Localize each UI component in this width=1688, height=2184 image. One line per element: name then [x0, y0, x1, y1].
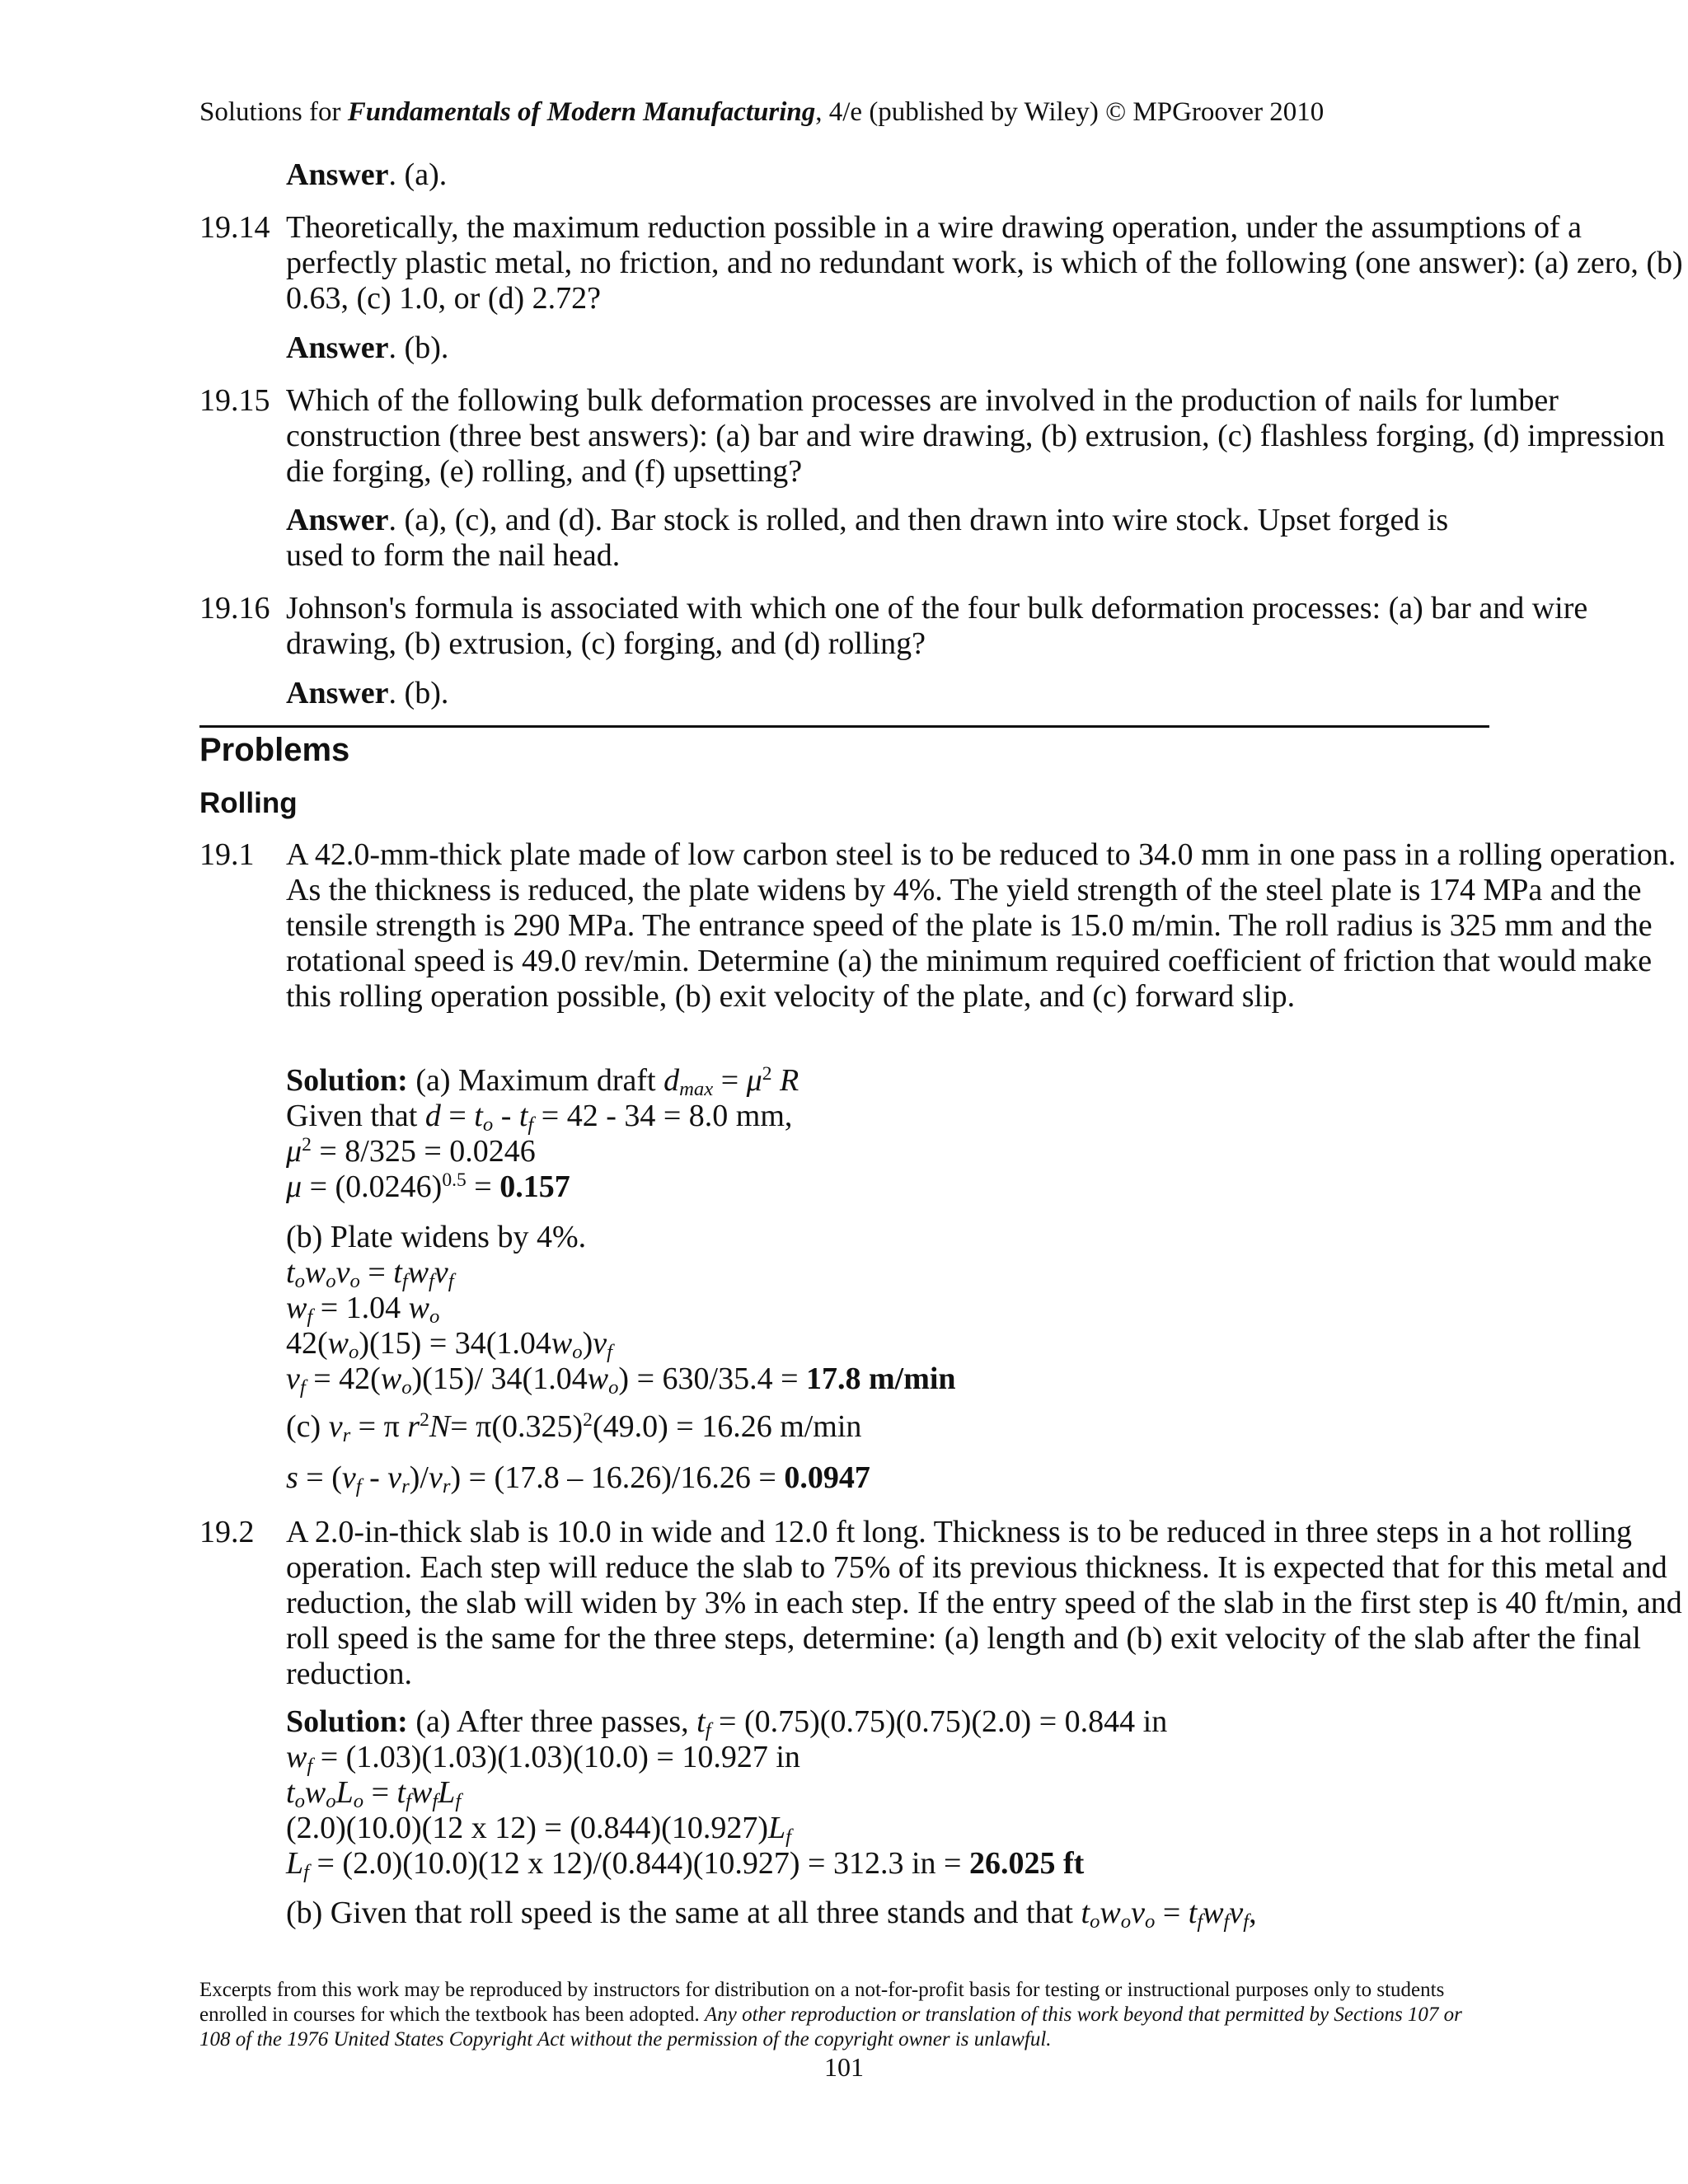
answer-19-14: [286, 330, 1489, 366]
section-divider: [199, 725, 1489, 728]
solution-line: (49.0) = 16.26 m/min: [592, 1409, 862, 1444]
question-number: 19.16: [199, 591, 270, 626]
header-suffix: , 4/e (published by Wiley) © MPGroover 2010: [815, 97, 1325, 127]
solution-line: = 8/325 = 0.0246: [311, 1134, 536, 1169]
answer-text: . (a).: [388, 157, 448, 192]
problem-text: A 42.0-mm-thick plate made of low carbon steel is to be reduced to 34.0 mm in one pass in a rolling operation. As the thickness is reduced, the plate widens by 4%. The yield strength of the steel plate is 174 MPa and the tensile strength is 290 MPa. The entrance speed of the plate is 15.0 m/min. The roll radius is 325 mm and the rotational speed is 49.0 rev/min. Determine (a) the minimum required coefficient of friction that would make this rolling operation possible, (b) exit velocity of the plate, and (c) forward slip.: [286, 837, 1676, 1014]
solution-line: = (1.03)(1.03)(1.03)(10.0) = 10.927 in: [312, 1740, 800, 1774]
problem-number: 19.2: [199, 1515, 255, 1549]
answer-label: Answer: [286, 503, 389, 537]
solution-line: (a) After three passes,: [407, 1704, 697, 1739]
solution-19-1-slip: $s = (v_f - v_r)/v_r) = (17.8 - 16.26)/16.26 = 0.0947$: [286, 1460, 870, 1498]
solution-line: = 42(: [305, 1361, 381, 1396]
solution-line: = (: [298, 1460, 342, 1495]
question-text: Johnson's formula is associated with which one of the four bulk deformation processes: (a) bar and wire drawing, (b) extrusion, (c) forging, and (d) rolling?: [286, 591, 1588, 661]
footer-plain: Excerpts from this work may be reproduced by instructors for distribution on a not-for-profit basis for testing or instructional purposes only to students enrolled in courses for which the textbook has been adopted.: [199, 1979, 1445, 2026]
answer-text: . (b).: [388, 676, 449, 710]
solution-line: =: [466, 1169, 500, 1204]
question-text: Which of the following bulk deformation processes are involved in the production of nails for lumber construction (three best answers): (a) bar and wire drawing, (b) extrusion, (c) flashless forging, (d) impression die forging, (e) rolling, and (f) upsetting?: [286, 383, 1665, 489]
exponent: 0.5: [442, 1169, 467, 1192]
page-header: [199, 97, 1324, 128]
solution-line: ) = (17.8 – 16.26)/16.26 =: [450, 1460, 785, 1495]
solution-19-2-part-b: (b) Given that roll speed is the same at all three stands and that $t_ow_ov_o = t_fw_fv_f$,: [286, 1896, 1257, 1933]
solution-line: (b) Given that roll speed is the same at all three stands and that: [286, 1896, 1081, 1930]
solution-line: )(15) = 34(1.04: [359, 1326, 551, 1361]
book-title: Fundamentals of Modern Manufacturing: [347, 97, 816, 127]
solution-line: = π(0.325): [450, 1409, 584, 1444]
solution-line: (a) Maximum draft: [407, 1063, 664, 1098]
solution-line: = 1.04: [312, 1291, 409, 1325]
solution-label: Solution:: [286, 1704, 408, 1739]
solution-line: = (0.0246): [302, 1169, 443, 1204]
answer-label: Answer: [286, 157, 389, 192]
header-prefix: Solutions for: [199, 97, 348, 127]
solution-19-1-part-a: Solution: (a) Maximum draft $d_{max} = \mu^2$ R Given that $d = t_o - t_f = 42 - 34 = 8.0$ mm, $\mu^2 = 8/325 = 0.0246$ $\mu = (0.0246)^{0.5} = 0.157$: [286, 1063, 799, 1204]
solution-line: = π: [350, 1409, 408, 1444]
solution-line: 42(: [286, 1326, 328, 1361]
solution-line: = 42 - 34 = 8.0 mm,: [533, 1099, 793, 1133]
solution-line: (b) Plate widens by 4%.: [286, 1220, 587, 1254]
result-forward-slip: 0.0947: [784, 1460, 870, 1495]
solution-line: )(15)/ 34(1.04: [411, 1361, 588, 1396]
solution-line: ) = 630/35.4 =: [618, 1361, 806, 1396]
solution-19-2-part-a: Solution: (a) After three passes, $t_f = (0.75)(0.75)(0.75)(2.0) = 0.844$ in $w_f = (1.03)(1.03)(1.03)(10.0) = 10.927$ in $t_ow_oL_o = t_fw_fL_f$ (2.0)(10.0)(12 x $12) = (0.844)(10.927)L_f$ $L_f = (2.0)(10.0)(12$ x 12)/(0.844)(10.927) = 312.3 in = 26.025 ft: [286, 1704, 1168, 1884]
page-number: 101: [824, 2052, 864, 2082]
solution-line: = (0.75)(0.75)(0.75)(2.0) = 0.844 in: [710, 1704, 1168, 1739]
answer-19-16: [286, 676, 1489, 711]
copyright-footer: [199, 1978, 1489, 2052]
result-length: 26.025 ft: [968, 1846, 1085, 1881]
answer-label: Answer: [286, 330, 389, 365]
solution-19-1-part-c: (c) $v_r = \pi$ $r^2N= \pi(0.325)^2(49.0) = 16.26$ m/min: [286, 1409, 862, 1447]
solution-line: = (2.0)(10.0)(12 x 12)/(0.844)(10.927) = 312.3 in =: [309, 1846, 969, 1881]
answer-text: . (a), (c), and (d). Bar stock is rolled, and then drawn into wire stock. Upset forged is used to form the nail head.: [286, 503, 1449, 573]
solution-line: (2.0)(10.0)(12 x 12) = (0.844)(10.927): [286, 1811, 768, 1845]
subsection-heading: Rolling: [199, 787, 298, 819]
solution-line: Given that: [286, 1099, 425, 1133]
section-heading: Problems: [199, 732, 350, 768]
answer-label: Answer: [286, 676, 389, 710]
question-number: 19.15: [199, 383, 270, 418]
solution-19-1-part-b: (b) Plate widens by 4%. $t_ow_ov_o = t_fw_fv_f$ $w_f = 1.04$ $w_o$ $42(w_o)(15) = 34(1.04w_o)v_f$ $v_f = 42(w_o)(15)/$ $34(1.04w_o) = 630/35.4 = 17.8$ m/min: [286, 1220, 1489, 1397]
solution-line: (c): [286, 1409, 329, 1444]
answer-prev: [286, 157, 1489, 193]
problem-text: A 2.0-in-thick slab is 10.0 in wide and 12.0 ft long. Thickness is to be reduced in three steps in a hot rolling operation. Each step will reduce the slab to 75% of its previous thickness. It is expected that for this metal and reduction, the slab will widen by 3% in each step. If the entry speed of the slab in the first step is 40 ft/min, and roll speed is the same for the three steps, determine: (a) length and (b) exit velocity of the slab after the final reduction.: [286, 1515, 1682, 1691]
answer-19-15: [286, 503, 1489, 574]
result-exit-velocity: 17.8 m/min: [806, 1361, 956, 1396]
question-number: 19.14: [199, 210, 270, 245]
result-mu: 0.157: [499, 1169, 570, 1204]
solution-label: Solution:: [286, 1063, 408, 1098]
question-text: Theoretically, the maximum reduction possible in a wire drawing operation, under the assumptions of a perfectly plastic metal, no friction, and no redundant work, is which of the following (one answer): (a) zero, (b) 0.63, (c) 1.0, or (d) 2.72?: [286, 210, 1683, 316]
problem-number: 19.1: [199, 837, 255, 872]
footer-italic: Any other reproduction or translation of this work beyond that permitted by Sections 107 or 108 of the 1976 United States Copyright Act without the permission of the copyright owner is unlawful.: [199, 2004, 1462, 2050]
answer-text: . (b).: [388, 330, 449, 365]
